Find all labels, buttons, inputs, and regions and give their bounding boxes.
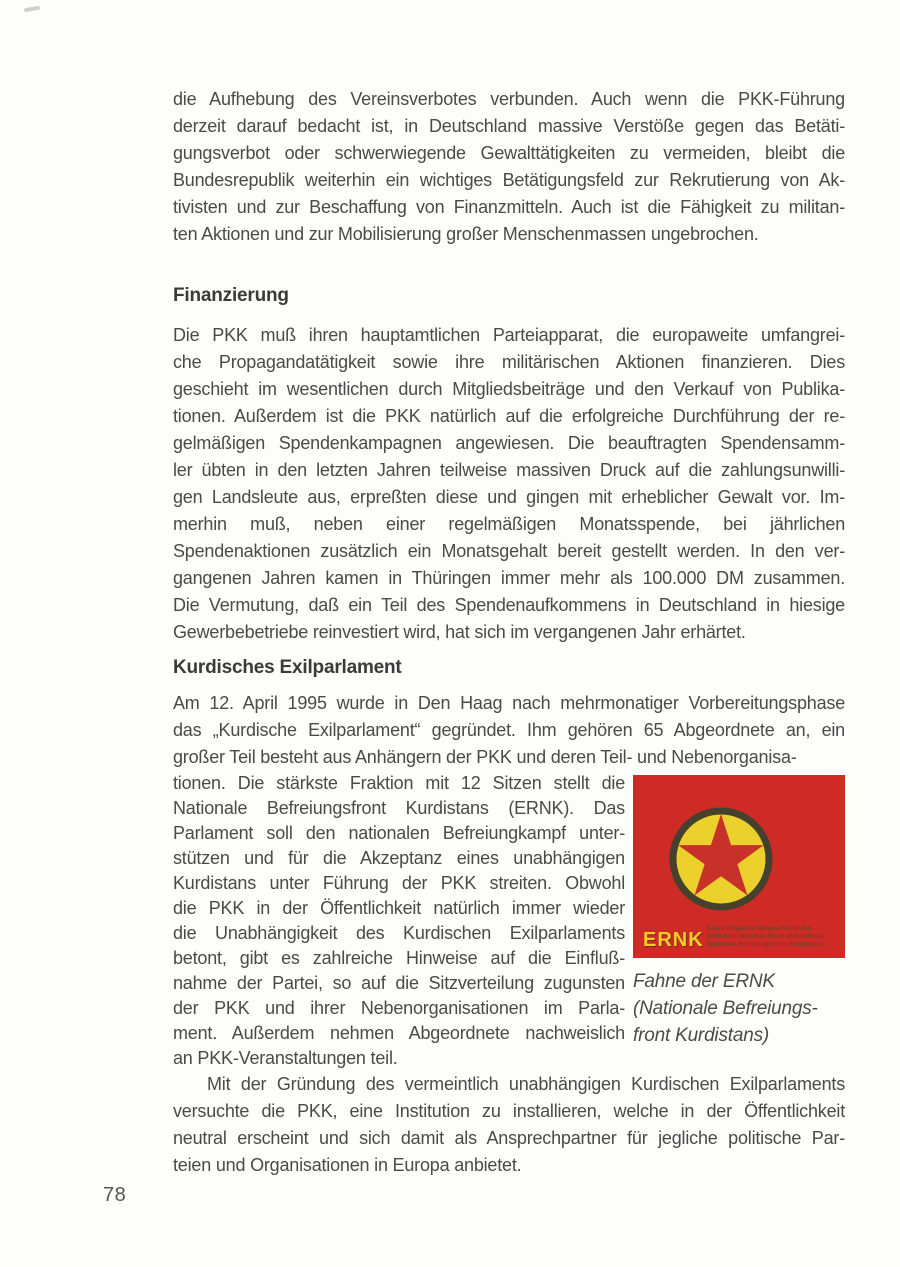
- text-line: tionen. Außerdem ist die PKK natürlich auf die erfolgreiche Durchführung der re-: [173, 406, 845, 426]
- text-line: teien und Organisationen in Europa anbietet.: [173, 1155, 522, 1175]
- flag-subtitle-line: National Liberation Front of Kurdistan: [707, 933, 825, 940]
- exilparlament-intro-paragraph: [173, 690, 845, 771]
- text-line: Die PKK muß ihren hauptamtlichen Parteiapparat, die europaweite umfangrei-: [173, 325, 845, 345]
- text-line: der PKK und ihrer Nebenorganisationen im Parla-: [173, 998, 625, 1018]
- text-line: großer Teil besteht aus Anhängern der PKK und deren Teil- und Nebenorganisa-: [173, 747, 797, 767]
- text-line: an PKK-Veranstaltungen teil.: [173, 1048, 398, 1068]
- text-line: derzeit darauf bedacht ist, in Deutschland massive Verstöße gegen das Betäti-: [173, 116, 845, 136]
- text-line: ment. Außerdem nehmen Abgeordnete nachweislich: [173, 1023, 625, 1043]
- closing-paragraph: [173, 1071, 845, 1179]
- flag-figure: [633, 775, 845, 1049]
- text-line: tionen. Die stärkste Fraktion mit 12 Sitzen stellt die: [173, 773, 625, 793]
- text-line: gungsverbot oder schwerwiegende Gewalttätigkeiten zu vermeiden, bleibt die: [173, 143, 845, 163]
- text-line: nahme der Partei, so auf die Sitzverteilung zugunsten: [173, 973, 625, 993]
- text-line: stützen und für die Akzeptanz eines unabhängigen: [173, 848, 625, 868]
- text-line: Die Vermutung, daß ein Teil des Spendenaufkommens in Deutschland in hiesige: [173, 595, 845, 615]
- caption-line: front Kurdistans): [633, 1025, 769, 1046]
- text-line: das „Kurdische Exilparlament“ gegründet. Ihm gehören 65 Abgeordnete an, ein: [173, 720, 845, 740]
- flag-subtitle-line: Nationale Befreiungsfront Kurdistans: [707, 941, 823, 948]
- text-line: Am 12. April 1995 wurde in Den Haag nach mehrmonatiger Vorbereitungsphase: [173, 693, 845, 713]
- page-number: 78: [103, 1184, 127, 1206]
- text-line: Parlament soll den nationalen Befreiungkampf unter-: [173, 823, 625, 843]
- text-line: Spendenaktionen zusätzlich ein Monatsgehalt bereit gestellt werden. In den ver-: [173, 541, 845, 561]
- text-line: gangenen Jahren kamen in Thüringen immer mehr als 100.000 DM zusammen.: [173, 568, 845, 588]
- text-line: die PKK in der Öffentlichkeit natürlich immer wieder: [173, 898, 625, 918]
- flag-subtitle: [707, 925, 841, 949]
- text-line: geschieht im wesentlichen durch Mitgliedsbeiträge und den Verkauf von Publika-: [173, 379, 845, 399]
- text-line: die Unabhängigkeit des Kurdischen Exilparlaments: [173, 923, 625, 943]
- text-line: Kurdistans unter Führung der PKK streiten. Obwohl: [173, 873, 625, 893]
- flag-label: ERNK: [643, 929, 704, 951]
- text-line: che Propagandatätigkeit sowie ihre militärischen Aktionen finanzieren. Dies: [173, 352, 845, 372]
- flag-subtitle-line: Eniya Rizgariya Netewa Kurdistan: [707, 925, 812, 932]
- finanzierung-paragraph: [173, 322, 845, 646]
- text-line: Bundesrepublik weiterhin ein wichtiges Betätigungsfeld zur Rekrutierung von Ak-: [173, 170, 845, 190]
- text-line: Mit der Gründung des vermeintlich unabhängigen Kurdischen Exilparlaments: [207, 1074, 845, 1094]
- text-block: [173, 86, 845, 1179]
- text-line: ler übten in den letzten Jahren teilweise massiven Druck auf die zahlungsunwilli-: [173, 460, 845, 480]
- text-line: neutral erscheint und sich damit als Ansprechpartner für jegliche politische Par-: [173, 1128, 845, 1148]
- text-line: die Aufhebung des Vereinsverbotes verbunden. Auch wenn die PKK-Führung: [173, 89, 845, 109]
- figure-caption: [633, 968, 845, 1049]
- text-line: versuchte die PKK, eine Institution zu installieren, welche in der Öffentlichkeit: [173, 1101, 845, 1121]
- section-heading-finanzierung: Finanzierung: [173, 285, 289, 306]
- text-line: gelmäßigen Spendenkampagnen angewiesen. Die beauftragten Spendensamm-: [173, 433, 845, 453]
- section-heading-exilparlament: Kurdisches Exilparlament: [173, 657, 402, 678]
- text-line: merhin muß, neben einer regelmäßigen Monatsspende, bei jährlichen: [173, 514, 845, 534]
- text-line: gen Landsleute aus, erpreßten diese und gingen mit erheblicher Gewalt vor. Im-: [173, 487, 845, 507]
- text-line: betont, gibt es zahlreiche Hinweise auf die Einfluß-: [173, 948, 625, 968]
- text-line: Nationale Befreiungsfront Kurdistans (ERNK). Das: [173, 798, 625, 818]
- caption-line: (Nationale Befreiungs-: [633, 998, 818, 1019]
- scan-smudge: [24, 6, 40, 13]
- text-line: ten Aktionen und zur Mobilisierung großer Menschenmassen ungebrochen.: [173, 224, 759, 244]
- ernk-flag-image: [633, 775, 845, 958]
- text-line: Gewerbebetriebe reinvestiert wird, hat sich im vergangenen Jahr erhärtet.: [173, 622, 746, 642]
- intro-paragraph: [173, 86, 845, 248]
- exilparlament-wrap-section: [173, 771, 845, 1071]
- caption-line: Fahne der ERNK: [633, 971, 775, 992]
- text-line: tivisten und zur Beschaffung von Finanzmitteln. Auch ist die Fähigkeit zu militan-: [173, 197, 845, 217]
